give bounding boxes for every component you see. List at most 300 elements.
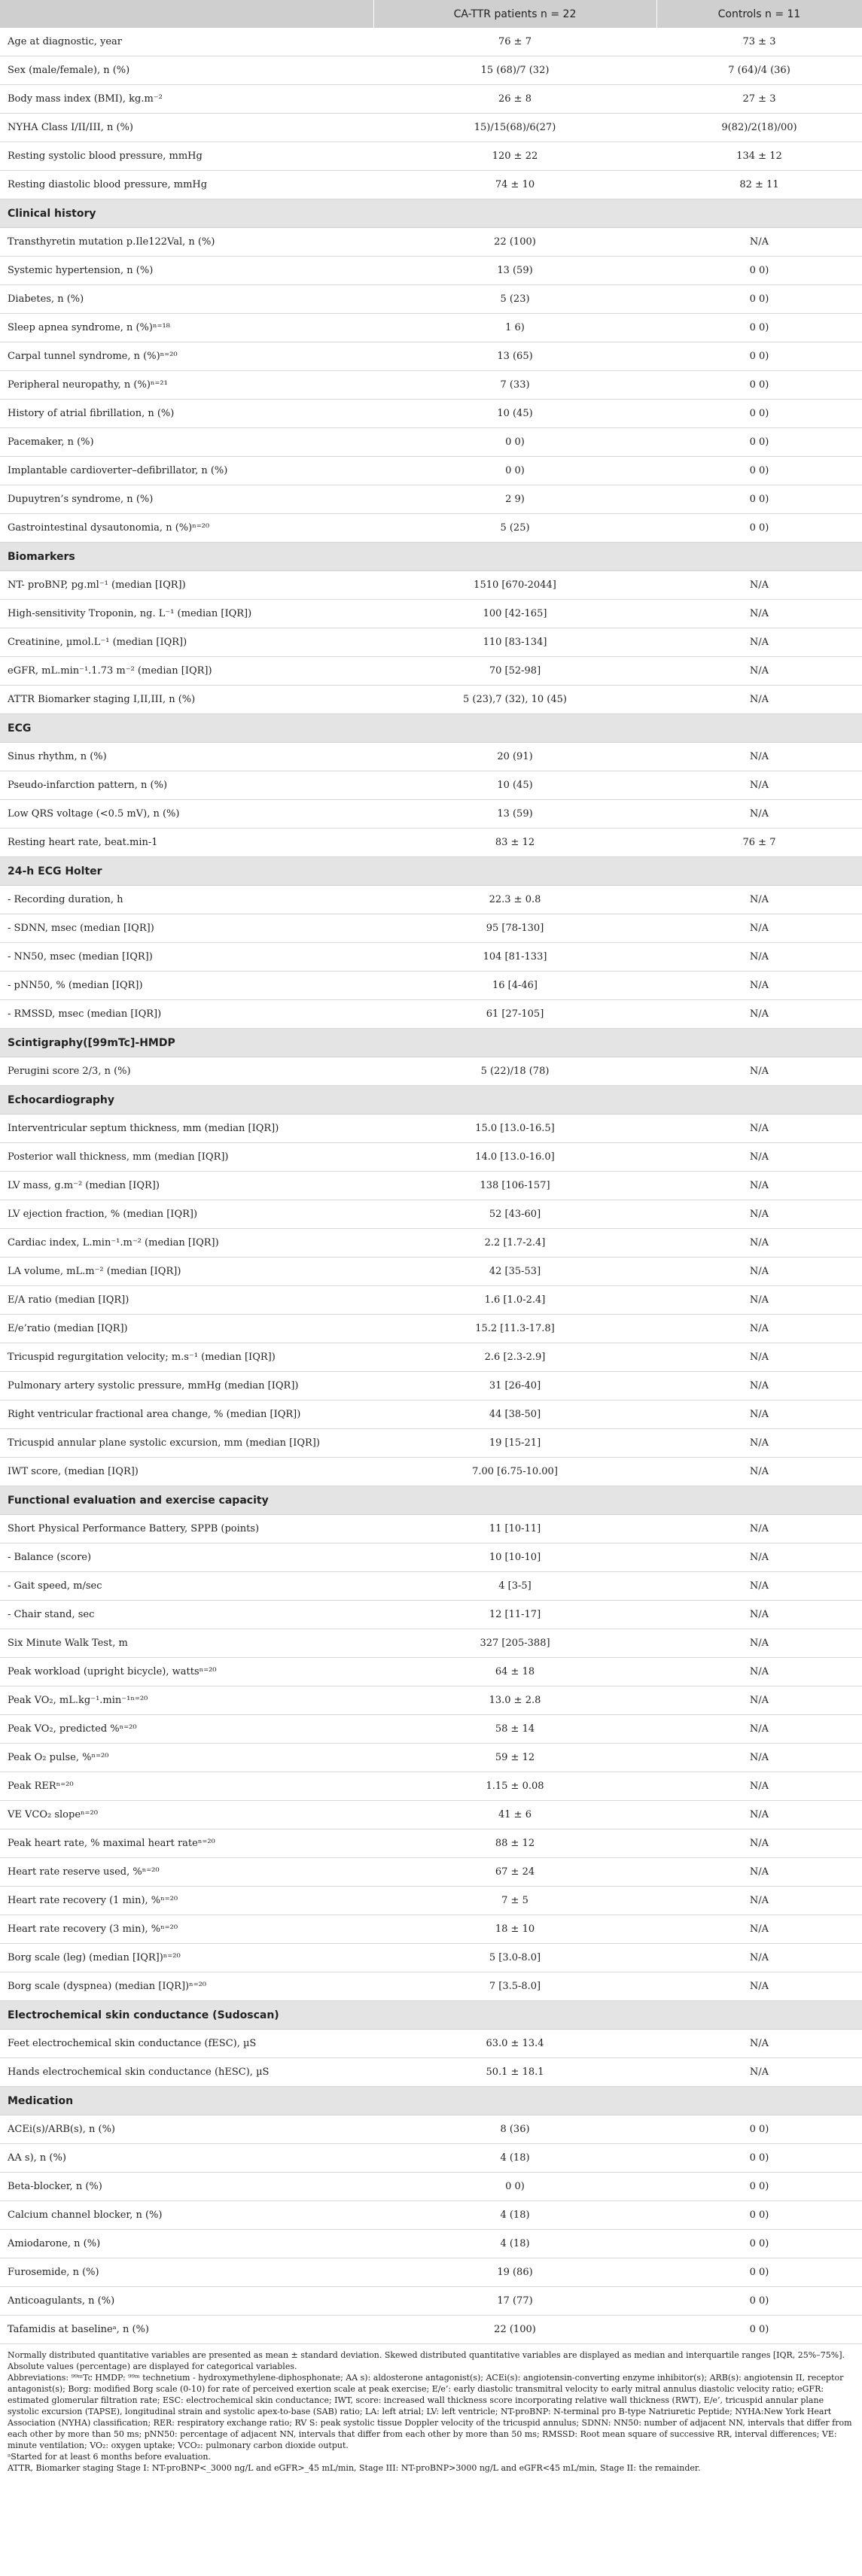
controls-value: 7 (64)/4 (36) [656, 56, 862, 85]
controls-value: N/A [656, 571, 862, 600]
row-label: E/A ratio (median [IQR]) [0, 1286, 373, 1315]
footnote: Normally distributed quantitative variables are presented as mean ± standard deviation. Skewed distributed quantitative variables are displayed as median and interquartile ranges [IQR, 25%–75%]. Absolute values (percentage) are displayed for categorical variables. [8, 2350, 845, 2371]
patients-value: 5 (22)/18 (78) [373, 1057, 656, 1086]
controls-value: N/A [656, 228, 862, 257]
patients-value: 4 (18) [373, 2144, 656, 2173]
table-row [0, 2115, 862, 2144]
table-row [0, 1944, 862, 1972]
row-label: Sinus rhythm, n (%) [0, 743, 373, 771]
header-patients-column: CA-TTR patients n = 22 [373, 0, 656, 28]
patients-value: 1 6) [373, 314, 656, 342]
table-row [0, 1515, 862, 1543]
controls-value: N/A [656, 1286, 862, 1315]
table-row [0, 886, 862, 914]
controls-value: 0 0) [656, 2173, 862, 2201]
row-label: - Chair stand, sec [0, 1601, 373, 1629]
patients-value: 19 [15-21] [373, 1429, 656, 1458]
row-label: Body mass index (BMI), kg.m⁻² [0, 85, 373, 114]
controls-value: N/A [656, 1258, 862, 1286]
patients-value: 0 0) [373, 428, 656, 457]
table-row [0, 56, 862, 85]
patients-value: 11 [10-11] [373, 1515, 656, 1543]
patients-value: 44 [38-50] [373, 1401, 656, 1429]
controls-value: N/A [656, 1686, 862, 1715]
row-label: Interventricular septum thickness, mm (median [IQR]) [0, 1115, 373, 1143]
patients-value: 104 [81-133] [373, 943, 656, 972]
table-row [0, 171, 862, 199]
table-row [0, 1858, 862, 1887]
table-row [0, 314, 862, 342]
table-row [0, 1229, 862, 1258]
row-label: Perugini score 2/3, n (%) [0, 1057, 373, 1086]
table-row [0, 342, 862, 371]
row-label: Peak VO₂, mL.kg⁻¹.min⁻¹ⁿ⁼²⁰ [0, 1686, 373, 1715]
controls-value: 0 0) [656, 2201, 862, 2230]
patients-value: 4 [3-5] [373, 1572, 656, 1601]
patients-value: 20 (91) [373, 743, 656, 771]
controls-value: N/A [656, 1629, 862, 1658]
controls-value: N/A [656, 1115, 862, 1143]
row-label: LV mass, g.m⁻² (median [IQR]) [0, 1172, 373, 1200]
patients-value: 19 (86) [373, 2258, 656, 2287]
header-label-column [0, 0, 373, 28]
controls-value: 73 ± 3 [656, 28, 862, 56]
controls-value: 27 ± 3 [656, 85, 862, 114]
section-title: Scintigraphy([99mTc]-HMDP [0, 1029, 862, 1057]
controls-value: N/A [656, 657, 862, 686]
controls-value: N/A [656, 1772, 862, 1801]
patients-value: 67 ± 24 [373, 1858, 656, 1887]
table-row [0, 1401, 862, 1429]
patients-value: 15)/15(68)/6(27) [373, 114, 656, 142]
patients-value: 1510 [670-2044] [373, 571, 656, 600]
table-row [0, 1629, 862, 1658]
table-row [0, 1200, 862, 1229]
table-row [0, 428, 862, 457]
controls-value: N/A [656, 1458, 862, 1486]
controls-value: N/A [656, 1229, 862, 1258]
row-label: Tricuspid regurgitation velocity; m.s⁻¹ (median [IQR]) [0, 1343, 373, 1372]
table-row [0, 1972, 862, 2001]
section-title: Clinical history [0, 199, 862, 228]
row-label: ATTR Biomarker staging I,II,III, n (%) [0, 686, 373, 714]
row-label: Heart rate reserve used, %ⁿ⁼²⁰ [0, 1858, 373, 1887]
row-label: Peak workload (upright bicycle), wattsⁿ⁼²⁰ [0, 1658, 373, 1686]
controls-value: 0 0) [656, 2230, 862, 2258]
patients-value: 95 [78-130] [373, 914, 656, 943]
row-label: Peak RERⁿ⁼²⁰ [0, 1772, 373, 1801]
row-label: AA s), n (%) [0, 2144, 373, 2173]
patients-value: 41 ± 6 [373, 1801, 656, 1829]
patients-value: 7 (33) [373, 371, 656, 400]
section-title: 24-h ECG Holter [0, 857, 862, 886]
table-row [0, 1572, 862, 1601]
patients-value: 59 ± 12 [373, 1744, 656, 1772]
controls-value: N/A [656, 1887, 862, 1915]
row-label: Implantable cardioverter–defibrillator, n (%) [0, 457, 373, 485]
section-header-row [0, 1486, 862, 1515]
controls-value: N/A [656, 1915, 862, 1944]
table-row [0, 2316, 862, 2344]
controls-value: N/A [656, 800, 862, 829]
controls-value: 0 0) [656, 314, 862, 342]
row-label: Heart rate recovery (3 min), %ⁿ⁼²⁰ [0, 1915, 373, 1944]
patients-value: 2.2 [1.7-2.4] [373, 1229, 656, 1258]
table-row [0, 1315, 862, 1343]
row-label: Age at diagnostic, year [0, 28, 373, 56]
row-label: NYHA Class I/II/III, n (%) [0, 114, 373, 142]
row-label: Sleep apnea syndrome, n (%)ⁿ⁼¹⁸ [0, 314, 373, 342]
row-label: Pulmonary artery systolic pressure, mmHg (median [IQR]) [0, 1372, 373, 1401]
table-row [0, 371, 862, 400]
row-label: Borg scale (leg) (median [IQR])ⁿ⁼²⁰ [0, 1944, 373, 1972]
section-header-row [0, 2087, 862, 2115]
table-row [0, 1772, 862, 1801]
controls-value: 0 0) [656, 342, 862, 371]
table-row [0, 1286, 862, 1315]
table-row [0, 686, 862, 714]
controls-value: N/A [656, 914, 862, 943]
row-label: - NN50, msec (median [IQR]) [0, 943, 373, 972]
table-row [0, 1915, 862, 1944]
section-title: Echocardiography [0, 1086, 862, 1115]
table-header [0, 0, 862, 28]
controls-value: 0 0) [656, 2316, 862, 2344]
table-row [0, 628, 862, 657]
controls-value: N/A [656, 1143, 862, 1172]
table-row [0, 2258, 862, 2287]
table-row [0, 1601, 862, 1629]
controls-value: 76 ± 7 [656, 829, 862, 857]
patients-value: 138 [106-157] [373, 1172, 656, 1200]
patients-value: 7 ± 5 [373, 1887, 656, 1915]
table-row [0, 514, 862, 543]
section-header-row [0, 1086, 862, 1115]
table-row [0, 1115, 862, 1143]
controls-value: 134 ± 12 [656, 142, 862, 171]
patients-value: 17 (77) [373, 2287, 656, 2316]
table-row [0, 2287, 862, 2316]
controls-value: N/A [656, 1972, 862, 2001]
table-row [0, 2058, 862, 2087]
table-row [0, 657, 862, 686]
row-label: - Recording duration, h [0, 886, 373, 914]
controls-value: 0 0) [656, 2287, 862, 2316]
patients-value: 4 (18) [373, 2230, 656, 2258]
row-label: Furosemide, n (%) [0, 2258, 373, 2287]
controls-value: N/A [656, 1601, 862, 1629]
table-row [0, 485, 862, 514]
table-footnotes [0, 2344, 862, 2474]
controls-value: N/A [656, 1715, 862, 1744]
controls-value: N/A [656, 743, 862, 771]
section-header-row [0, 1029, 862, 1057]
patients-value: 12 [11-17] [373, 1601, 656, 1629]
row-label: Right ventricular fractional area change, % (median [IQR]) [0, 1401, 373, 1429]
row-label: Pacemaker, n (%) [0, 428, 373, 457]
patients-value: 2.6 [2.3-2.9] [373, 1343, 656, 1372]
table-row [0, 1258, 862, 1286]
patients-value: 31 [26-40] [373, 1372, 656, 1401]
controls-value: N/A [656, 1000, 862, 1029]
patients-value: 22.3 ± 0.8 [373, 886, 656, 914]
section-header-row [0, 543, 862, 571]
row-label: High-sensitivity Troponin, ng. L⁻¹ (median [IQR]) [0, 600, 373, 628]
controls-value: N/A [656, 1858, 862, 1887]
patients-value: 5 (23) [373, 285, 656, 314]
controls-value: N/A [656, 1343, 862, 1372]
table-row [0, 1829, 862, 1858]
row-label: - Balance (score) [0, 1543, 373, 1572]
patients-value: 58 ± 14 [373, 1715, 656, 1744]
row-label: Feet electrochemical skin conductance (fESC), µS [0, 2030, 373, 2058]
controls-value: N/A [656, 1401, 862, 1429]
patients-value: 76 ± 7 [373, 28, 656, 56]
patients-value: 22 (100) [373, 2316, 656, 2344]
patients-value: 5 (23),7 (32), 10 (45) [373, 686, 656, 714]
section-header-row [0, 2001, 862, 2030]
controls-value: N/A [656, 686, 862, 714]
section-title: Electrochemical skin conductance (Sudoscan) [0, 2001, 862, 2030]
row-label: eGFR, mL.min⁻¹.1.73 m⁻² (median [IQR]) [0, 657, 373, 686]
controls-value: 0 0) [656, 2258, 862, 2287]
row-label: Resting systolic blood pressure, mmHg [0, 142, 373, 171]
controls-value: 0 0) [656, 400, 862, 428]
row-label: Resting heart rate, beat.min-1 [0, 829, 373, 857]
patients-value: 13 (65) [373, 342, 656, 371]
table-row [0, 571, 862, 600]
row-label: IWT score, (median [IQR]) [0, 1458, 373, 1486]
patients-value: 13 (59) [373, 800, 656, 829]
table-row [0, 800, 862, 829]
table-row [0, 1686, 862, 1715]
table-row [0, 114, 862, 142]
row-label: Heart rate recovery (1 min), %ⁿ⁼²⁰ [0, 1887, 373, 1915]
row-label: Peak VO₂, predicted %ⁿ⁼²⁰ [0, 1715, 373, 1744]
table-row [0, 1744, 862, 1772]
patients-value: 70 [52-98] [373, 657, 656, 686]
table-row [0, 1429, 862, 1458]
row-label: LV ejection fraction, % (median [IQR]) [0, 1200, 373, 1229]
patients-value: 120 ± 22 [373, 142, 656, 171]
patients-value: 10 [10-10] [373, 1543, 656, 1572]
table-row [0, 743, 862, 771]
controls-value: N/A [656, 1801, 862, 1829]
footnote: ATTR, Biomarker staging Stage I: NT-proBNP<_3000 ng/L and eGFR>_45 mL/min, Stage III: NT-proBNP>3000 ng/L and eGFR<45 mL/min, Stage II: the remainder. [8, 2463, 701, 2473]
table-row [0, 2201, 862, 2230]
row-label: Low QRS voltage (<0.5 mV), n (%) [0, 800, 373, 829]
patients-value: 22 (100) [373, 228, 656, 257]
row-label: History of atrial fibrillation, n (%) [0, 400, 373, 428]
row-label: Hands electrochemical skin conductance (hESC), µS [0, 2058, 373, 2087]
patients-value: 15 (68)/7 (32) [373, 56, 656, 85]
row-label: Tricuspid annular plane systolic excursion, mm (median [IQR]) [0, 1429, 373, 1458]
row-label: Sex (male/female), n (%) [0, 56, 373, 85]
footnote: ᵃStarted for at least 6 months before evaluation. [8, 2452, 211, 2462]
row-label: Pseudo-infarction pattern, n (%) [0, 771, 373, 800]
row-label: VE VCO₂ slopeⁿ⁼²⁰ [0, 1801, 373, 1829]
table-row [0, 1343, 862, 1372]
table-row [0, 285, 862, 314]
table-row [0, 1000, 862, 1029]
controls-value: N/A [656, 1057, 862, 1086]
patients-value: 10 (45) [373, 400, 656, 428]
patients-value: 0 0) [373, 2173, 656, 2201]
section-title: Functional evaluation and exercise capacity [0, 1486, 862, 1515]
row-label: Diabetes, n (%) [0, 285, 373, 314]
section-header-row [0, 857, 862, 886]
patients-value: 14.0 [13.0-16.0] [373, 1143, 656, 1172]
row-label: Transthyretin mutation p.Ile122Val, n (%) [0, 228, 373, 257]
row-label: Tafamidis at baselineᵃ, n (%) [0, 2316, 373, 2344]
patients-value: 5 (25) [373, 514, 656, 543]
row-label: - SDNN, msec (median [IQR]) [0, 914, 373, 943]
row-label: Creatinine, µmol.L⁻¹ (median [IQR]) [0, 628, 373, 657]
row-label: - RMSSD, msec (median [IQR]) [0, 1000, 373, 1029]
controls-value: N/A [656, 1172, 862, 1200]
patients-value: 13 (59) [373, 257, 656, 285]
table-row [0, 400, 862, 428]
patients-value: 61 [27-105] [373, 1000, 656, 1029]
patients-value: 50.1 ± 18.1 [373, 2058, 656, 2087]
controls-value: N/A [656, 1658, 862, 1686]
controls-value: N/A [656, 1572, 862, 1601]
row-label: Dupuytren’s syndrome, n (%) [0, 485, 373, 514]
table-row [0, 228, 862, 257]
table-row [0, 1887, 862, 1915]
controls-value: 82 ± 11 [656, 171, 862, 199]
section-title: Medication [0, 2087, 862, 2115]
table-row [0, 2173, 862, 2201]
table-row [0, 1372, 862, 1401]
controls-value: 0 0) [656, 2115, 862, 2144]
row-label: E/e’ratio (median [IQR]) [0, 1315, 373, 1343]
controls-value: N/A [656, 972, 862, 1000]
table-row [0, 28, 862, 56]
table-row [0, 1143, 862, 1172]
patients-value: 110 [83-134] [373, 628, 656, 657]
controls-value: 9(82)/2(18)/00) [656, 114, 862, 142]
section-header-row [0, 199, 862, 228]
controls-value: 0 0) [656, 2144, 862, 2173]
table-row [0, 457, 862, 485]
controls-value: N/A [656, 1515, 862, 1543]
controls-value: N/A [656, 1944, 862, 1972]
row-label: Gastrointestinal dysautonomia, n (%)ⁿ⁼²⁰ [0, 514, 373, 543]
table-body [0, 28, 862, 2344]
row-label: Anticoagulants, n (%) [0, 2287, 373, 2316]
table-row [0, 1715, 862, 1744]
table-row [0, 771, 862, 800]
table-row [0, 1458, 862, 1486]
patients-value: 15.2 [11.3-17.8] [373, 1315, 656, 1343]
row-label: Resting diastolic blood pressure, mmHg [0, 171, 373, 199]
patients-value: 10 (45) [373, 771, 656, 800]
patients-value: 7.00 [6.75-10.00] [373, 1458, 656, 1486]
table-row [0, 2144, 862, 2173]
header-controls-column: Controls n = 11 [656, 0, 862, 28]
row-label: Posterior wall thickness, mm (median [IQR]) [0, 1143, 373, 1172]
controls-value: N/A [656, 1744, 862, 1772]
patients-value: 63.0 ± 13.4 [373, 2030, 656, 2058]
table-row [0, 142, 862, 171]
controls-value: 0 0) [656, 257, 862, 285]
controls-value: N/A [656, 1372, 862, 1401]
patients-value: 13.0 ± 2.8 [373, 1686, 656, 1715]
section-header-row [0, 714, 862, 743]
controls-value: N/A [656, 600, 862, 628]
patients-value: 7 [3.5-8.0] [373, 1972, 656, 2001]
table-row [0, 829, 862, 857]
table-row [0, 943, 862, 972]
controls-value: N/A [656, 1829, 862, 1858]
row-label: Peripheral neuropathy, n (%)ⁿ⁼²¹ [0, 371, 373, 400]
controls-value: 0 0) [656, 485, 862, 514]
controls-value: 0 0) [656, 457, 862, 485]
controls-value: N/A [656, 1429, 862, 1458]
patients-value: 74 ± 10 [373, 171, 656, 199]
section-title: ECG [0, 714, 862, 743]
row-label: Peak heart rate, % maximal heart rateⁿ⁼²⁰ [0, 1829, 373, 1858]
table-row [0, 85, 862, 114]
controls-value: N/A [656, 771, 862, 800]
row-label: Calcium channel blocker, n (%) [0, 2201, 373, 2230]
patients-value: 16 [4-46] [373, 972, 656, 1000]
patients-value: 8 (36) [373, 2115, 656, 2144]
patients-value: 42 [35-53] [373, 1258, 656, 1286]
table-row [0, 972, 862, 1000]
row-label: LA volume, mL.m⁻² (median [IQR]) [0, 1258, 373, 1286]
controls-value: N/A [656, 1315, 862, 1343]
controls-value: N/A [656, 943, 862, 972]
footnote: Abbreviations: ⁹⁹ᵐTc HMDP: ⁹⁹ᵐ technetium - hydroxymethylene-diphosphonate; AA s): aldosterone antagonist(s); ACEi(s): angiotensin-converting enzyme inhibitor(s); ARB(s): angiotensin II, receptor antagonist(s); Borg: modified Borg scale (0-10) for rate of perceived exertion scale at peak exercise; E/e’: early diastolic transmitral velocity to early mitral annulus diastolic velocity ratio; eGFR: estimated glomerular filtration rate; ESC: electrochemical skin conductance; IWT, score: increased wall thickness score incorporating relative wall thickness (RWT), E/e’, tricuspid annular plane systolic excursion (TAPSE), longitudinal strain and systolic apex-to-base (SAB) ratio; LA: left atrial; LV: left ventricle; NT-proBNP: N-terminal pro B-type Natriuretic Peptide; NYHA:New York Heart Association (NYHA) classification; RER: respiratory exchange ratio; RV S: peak systolic tissue Doppler velocity of the tricuspid annulus; SDNN: NN50: number of adjacent NN, intervals that differ from each other by more than 50 ms; pNN50: percentage of adjacent NN, intervals that differ from each other by more than 50 ms; RMSSD: Root mean square of successive RR, interval differences; VE: minute ventilation; VO₂: oxygen uptake; VCO₂: pulmonary carbon dioxide output. [8, 2373, 852, 2450]
row-label: Cardiac index, L.min⁻¹.m⁻² (median [IQR]) [0, 1229, 373, 1258]
row-label: Beta-blocker, n (%) [0, 2173, 373, 2201]
table-row [0, 2030, 862, 2058]
patients-value: 2 9) [373, 485, 656, 514]
row-label: Amiodarone, n (%) [0, 2230, 373, 2258]
table-row [0, 914, 862, 943]
patients-value: 1.6 [1.0-2.4] [373, 1286, 656, 1315]
patients-value: 0 0) [373, 457, 656, 485]
controls-value: 0 0) [656, 285, 862, 314]
patients-value: 18 ± 10 [373, 1915, 656, 1944]
table-row [0, 1172, 862, 1200]
controls-value: N/A [656, 628, 862, 657]
patients-value: 100 [42-165] [373, 600, 656, 628]
table-row [0, 2230, 862, 2258]
controls-value: 0 0) [656, 514, 862, 543]
controls-value: N/A [656, 1543, 862, 1572]
patients-value: 88 ± 12 [373, 1829, 656, 1858]
patients-value: 5 [3.0-8.0] [373, 1944, 656, 1972]
row-label: Short Physical Performance Battery, SPPB (points) [0, 1515, 373, 1543]
patients-value: 83 ± 12 [373, 829, 656, 857]
table-row [0, 1801, 862, 1829]
row-label: Systemic hypertension, n (%) [0, 257, 373, 285]
patients-value: 327 [205-388] [373, 1629, 656, 1658]
table-row [0, 1658, 862, 1686]
table-row [0, 1543, 862, 1572]
controls-value: 0 0) [656, 428, 862, 457]
table-row [0, 1057, 862, 1086]
row-label: Borg scale (dyspnea) (median [IQR])ⁿ⁼²⁰ [0, 1972, 373, 2001]
row-label: NT- proBNP, pg.ml⁻¹ (median [IQR]) [0, 571, 373, 600]
row-label: Peak O₂ pulse, %ⁿ⁼²⁰ [0, 1744, 373, 1772]
table-row [0, 257, 862, 285]
row-label: Carpal tunnel syndrome, n (%)ⁿ⁼²⁰ [0, 342, 373, 371]
patients-value: 64 ± 18 [373, 1658, 656, 1686]
